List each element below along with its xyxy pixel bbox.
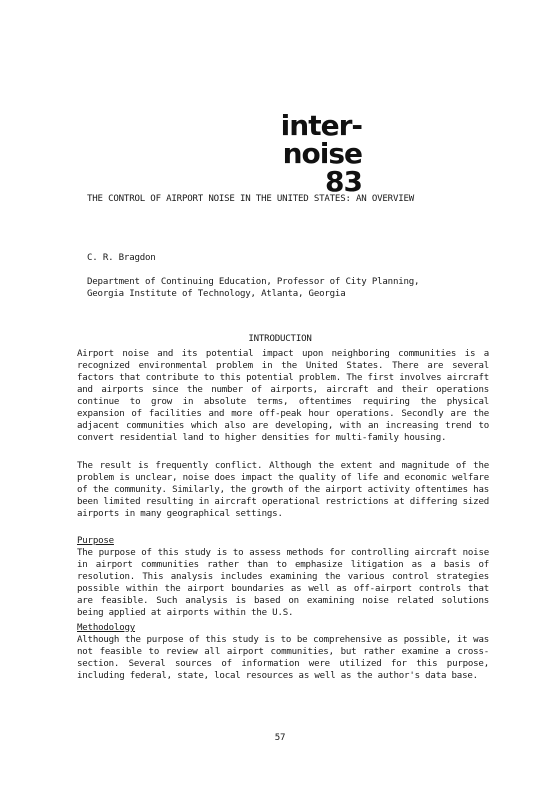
page-number: 57 [274,733,286,743]
author-affiliation [87,276,487,300]
logo-line-1: inter-noise [280,109,362,170]
paper-title: THE CONTROL OF AIRPORT NOISE IN THE UNITED STATES: AN OVERVIEW [87,194,415,204]
inter-noise-logo [212,109,362,198]
methodology-heading: Methodology [77,623,136,633]
introduction-heading: INTRODUCTION [248,334,312,344]
paragraph-text: Airport noise and its potential impact upon neighboring communities is a recognized environmental problem in the United States. There are several factors that contribute to this potential problem. The first involves aircraft and airports since the number of airports, aircraft and their operations continue to grow in absolute terms, oftentimes requiring the physical expansion of facilities and more off-peak hour operations. Secondly are the adjacent communities which also are developing, with an increasing trend to convert residential land to higher densities for multi-family housing. [77,349,489,443]
purpose-paragraph [77,547,489,619]
paragraph-text: Although the purpose of this study is to be comprehensive as possible, it was not feasible to review all airport communities, but rather examine a cross-section. Several sources of information were utilized for this purpose, including federal, state, local resources as well as the author's data base. [77,635,489,681]
purpose-heading: Purpose [77,536,114,546]
methodology-paragraph [77,634,489,682]
introduction-paragraph-2 [77,460,489,520]
paragraph-text: The result is frequently conflict. Although the extent and magnitude of the problem is unclear, noise does impact the quality of life and economic welfare of the community. Similarly, the growth of the airport activity oftentimes has been limited resulting in aircraft operational restrictions at differing sized airports in many geographical settings. [77,461,489,519]
introduction-paragraph-1 [77,348,489,444]
affiliation-line-2: Georgia Institute of Technology, Atlanta, Georgia [87,289,346,299]
affiliation-line-1: Department of Continuing Education, Professor of City Planning, [87,277,420,287]
author-name: C. R. Bragdon [87,253,156,263]
logo-line-2: 83 [325,165,362,198]
paragraph-text: The purpose of this study is to assess methods for controlling aircraft noise in airport communities rather than to emphasize litigation as a basis of resolution. This analysis includes examining the various control strategies possible within the airport boundaries as well as off-airport controls that are feasible. Such analysis is based on examining noise related solutions being applied at airports within the U.S. [77,548,489,618]
